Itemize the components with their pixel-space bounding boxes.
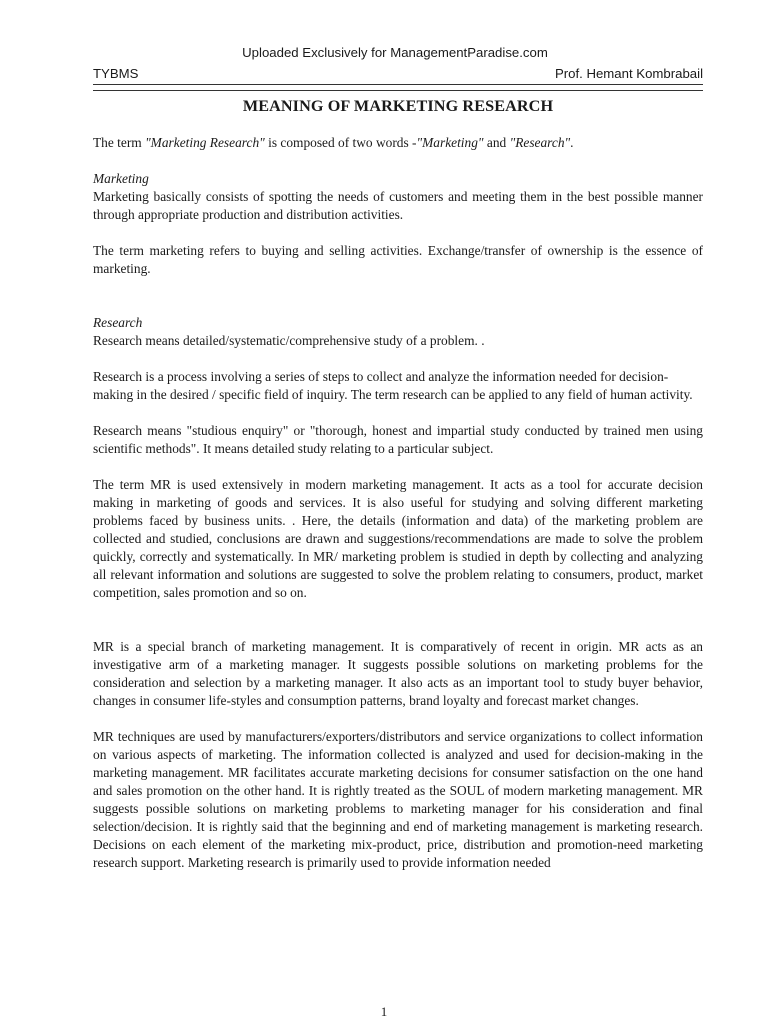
- intro-term: "Marketing Research": [145, 135, 265, 150]
- mr-paragraph-1: The term MR is used extensively in modern marketing management. It acts as a tool for accurate decision making in marketing of goods and services. It is also useful for studying and solving different marketing problems faced by business units. . Here, the details (information and data) of the marketing problem are collected and studied, conclusions are drawn and suggestions/recommendations are made to solve the problem quickly, correctly and systematically. In MR/ marketing problem is studied in depth by collecting and analyzing all relevant information and solutions are suggested to solve the problem relating to consumers, product, market competition, sales promotion and so on.: [93, 477, 703, 600]
- research-paragraph-2: Research is a process involving a series of steps to collect and analyze the information needed for decision-making in the desired / specific field of inquiry. The term research can be applied to any field of human activity.: [93, 369, 693, 402]
- upload-notice: Uploaded Exclusively for ManagementParadise.com: [242, 45, 548, 60]
- marketing-paragraph-2: The term marketing refers to buying and selling activities. Exchange/transfer of ownership is the essence of marketing.: [93, 243, 703, 276]
- research-paragraph-3: Research means "studious enquiry" or "thorough, honest and impartial study conducted by trained men using scientific methods". It means detailed study relating to a particular subject.: [93, 423, 703, 456]
- intro-word-marketing: "Marketing": [416, 135, 484, 150]
- research-paragraph-1: Research means detailed/systematic/comprehensive study of a problem. .: [93, 333, 485, 348]
- mr-paragraph-2: MR is a special branch of marketing management. It is comparatively of recent in origin. MR acts as an investigative arm of a marketing manager. It suggests possible solutions on marketing problems for the consideration and selection by a marketing manager. It also acts as an important tool to study buyer behavior, changes in consumer life-styles and consumption patterns, brand loyalty and forecast market changes.: [93, 639, 703, 708]
- marketing-heading: Marketing: [93, 171, 149, 186]
- intro-text: .: [570, 135, 574, 150]
- header-row: [93, 65, 703, 83]
- intro-word-research: "Research": [509, 135, 571, 150]
- document-page: [93, 44, 703, 872]
- intro-text: is composed of two words -: [264, 135, 417, 150]
- page-number: 1: [380, 1004, 388, 1019]
- document-title: MEANING OF MARKETING RESEARCH: [242, 97, 554, 115]
- author-name: Prof. Hemant Kombrabail: [554, 66, 703, 81]
- marketing-paragraph-1: Marketing basically consists of spotting the needs of customers and meeting them in the best possible manner through appropriate production and distribution activities.: [93, 189, 703, 222]
- course-name: TYBMS: [93, 66, 139, 81]
- intro-paragraph: [93, 134, 703, 152]
- header-rule: [93, 84, 703, 91]
- intro-text: The term: [93, 135, 146, 150]
- intro-text: and: [483, 135, 510, 150]
- research-heading: Research: [93, 315, 143, 330]
- mr-paragraph-3: MR techniques are used by manufacturers/exporters/distributors and service organizations to collect information on various aspects of marketing. The information collected is analyzed and used for decision-making in the marketing management. MR facilitates accurate marketing decisions for consumer satisfaction on the one hand and sales promotion on the other hand. It is rightly treated as the SOUL of modern marketing management. MR suggests possible solutions on marketing problems to marketing manager for his consideration and final selection/decision. It is rightly said that the beginning and end of marketing management is marketing research. Decisions on each element of the marketing mix-product, price, distribution and promotion-need marketing research support. Marketing research is primarily used to provide information needed: [93, 729, 703, 870]
